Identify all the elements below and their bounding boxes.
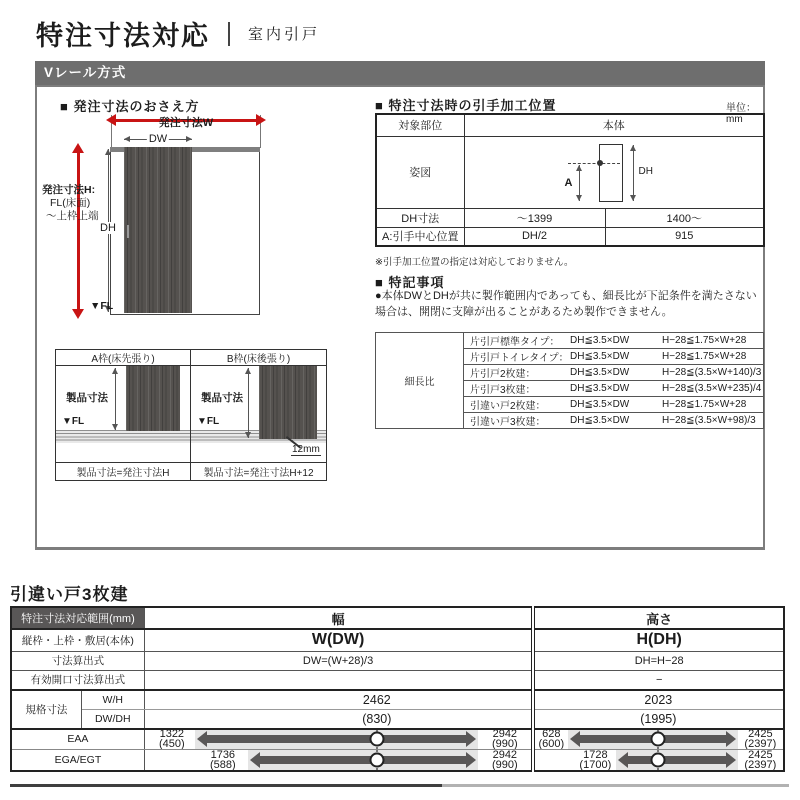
range-arrow	[259, 756, 467, 764]
frame-b-header: B枠(床後張り)	[191, 350, 327, 366]
door-panel-a	[126, 366, 180, 431]
wh-row-label: W/H	[81, 690, 144, 710]
door-type: 片引戸標準タイプ：	[470, 337, 560, 348]
product-dim-label-a: 製品寸法	[66, 392, 108, 404]
formula-row-label: 寸法算出式	[11, 651, 144, 670]
range-value: 628	[542, 728, 561, 741]
frame-row-label: 縦枠・上枠・敷居(本体)	[11, 629, 144, 651]
ega-h-min-label	[579, 750, 611, 770]
floor-hatch	[56, 430, 190, 443]
slenderness-table	[375, 332, 764, 429]
spec-section-title: 引違い戸3枚建	[10, 585, 129, 604]
handle-note: ※引手加工位置の指定は対応しておりません。	[375, 257, 574, 268]
frame-b-diagram	[191, 366, 327, 463]
formula-2: H−28≦(3.5×W+140)/3	[662, 367, 762, 378]
standard-size-marker	[369, 752, 384, 767]
range-value: 1728	[583, 749, 608, 761]
ega-h-max-label	[744, 750, 776, 770]
eaa-h-max-label	[744, 729, 776, 749]
ega-w-min-label	[210, 750, 236, 770]
fl-marker-b: ▼FL	[197, 416, 220, 427]
range-value: 2942	[492, 749, 518, 761]
page-title: 特注寸法対応	[36, 21, 210, 51]
order-dimension-diagram	[40, 110, 332, 338]
ega-row-label: EGA/EGT	[11, 750, 144, 771]
ega-w-max-label	[492, 750, 518, 770]
product-dim-line-b	[248, 368, 249, 438]
range-arrow	[627, 756, 727, 764]
dw-label: DW	[148, 133, 168, 145]
unit-label: 単位：mm	[726, 103, 756, 125]
handle-position-heading: ■ 特注寸法時の引手加工位置	[375, 98, 557, 113]
range-value-sub: (2397)	[744, 738, 777, 750]
spec-header-height: 高さ	[533, 607, 784, 629]
formula-2: H−28≦(3.5×W+98)/3	[662, 415, 756, 426]
row-dh-label: DH寸法	[376, 208, 464, 227]
slenderness-row	[464, 365, 764, 381]
dh-range-1: ～1399	[464, 208, 605, 227]
standard-wh-h: 2023	[644, 692, 673, 707]
range-value-sub: (990)	[491, 758, 518, 771]
standard-wh-w-cell	[144, 690, 533, 710]
page-header	[36, 14, 320, 53]
range-value-sub: (2397)	[744, 758, 777, 771]
center-val-2: 915	[605, 227, 764, 246]
standard-wh-w: 2462	[362, 692, 391, 707]
door-type: 片引戸トイレタイプ：	[470, 353, 569, 364]
eaa-row-label: EAA	[11, 729, 144, 750]
row-center-label: A:引手中心位置	[376, 227, 464, 246]
rail-type-bar: Vレール方式	[35, 61, 765, 85]
standard-row-label: 規格寸法	[11, 690, 81, 729]
ega-height-range	[533, 750, 784, 771]
range-value-sub: (588)	[209, 758, 236, 771]
figure-cell	[464, 136, 764, 208]
range-value: 1736	[210, 749, 236, 761]
col-target-part: 対象部位	[376, 114, 464, 136]
opening-h: −	[533, 670, 784, 690]
door-type: 引違い戸2枚建：	[470, 401, 546, 412]
door-panel	[124, 147, 192, 313]
handle-centerline	[568, 163, 620, 164]
formula-2: H−28≦(3.5×W+235)/4	[662, 383, 762, 394]
product-dim-label-b: 製品寸法	[201, 392, 243, 404]
opening-row-label: 有効開口寸法算出式	[11, 670, 144, 690]
frame-h-symbol: H(DH)	[533, 629, 784, 651]
dwdh-row-label: DW/DH	[81, 709, 144, 729]
standard-size-marker	[369, 732, 384, 747]
door-type: 片引戸2枚建：	[470, 369, 536, 380]
order-height-label-line3: ～上枠上端	[46, 210, 99, 222]
range-value: 2425	[748, 728, 773, 741]
range-value: 2425	[748, 749, 773, 761]
order-height-label-line1: 発注寸法H:	[42, 184, 96, 196]
order-method-heading: ■ 発注寸法のおさえ方	[60, 99, 200, 114]
figure-dh-label: DH	[638, 165, 653, 177]
frame-type-table	[55, 349, 327, 481]
eaa-w-min-label	[159, 729, 185, 749]
slenderness-row	[464, 397, 764, 413]
door-panel-b	[259, 366, 317, 439]
standard-dwdh-w-cell	[144, 709, 533, 729]
range-value-sub: (990)	[491, 738, 518, 750]
formula-1: DH≦3.5×DW	[570, 335, 630, 346]
fl-marker-a: ▼FL	[62, 416, 85, 427]
slenderness-header: 細長比	[376, 333, 464, 429]
slenderness-row	[464, 349, 764, 365]
standard-size-marker	[651, 752, 666, 767]
page-subtitle: 室内引戸	[248, 26, 321, 43]
row-figure-label: 姿図	[376, 136, 464, 208]
range-arrow	[206, 735, 467, 743]
figure-door-outline	[599, 144, 623, 202]
range-value: 1322	[159, 728, 185, 741]
order-width-label: 発注寸法W	[158, 117, 214, 129]
standard-dwdh-h: (1995)	[640, 711, 677, 726]
slenderness-row	[464, 381, 764, 397]
handle-center-dot	[597, 160, 603, 166]
figure-a-dim-line	[579, 165, 580, 201]
frame-a-diagram	[56, 366, 191, 463]
col-body: 本体	[464, 114, 764, 136]
formula-1: DH≦3.5×DW	[570, 351, 630, 362]
spec-header-range: 特注寸法対応範囲(mm)	[11, 607, 144, 629]
formula-1: DH≦3.5×DW	[570, 383, 630, 394]
standard-dwdh-w: (830)	[362, 711, 392, 726]
slenderness-row	[464, 333, 764, 349]
formula-2: H−28≦1.75×W+28	[662, 335, 747, 346]
order-height-label	[42, 184, 116, 223]
spec-header-width: 幅	[144, 607, 533, 629]
title-separator	[228, 22, 230, 46]
bottom-rule-dark	[10, 784, 442, 787]
eaa-w-max-label	[492, 729, 518, 749]
frame-w-symbol: W(DW)	[144, 629, 533, 651]
formula-2: H−28≦1.75×W+28	[662, 399, 747, 410]
formula-2: H−28≦1.75×W+28	[662, 351, 747, 362]
figure-dh-dim-line	[633, 145, 634, 201]
door-handle-groove	[127, 225, 129, 238]
dh-range-2: 1400～	[605, 208, 764, 227]
order-height-arrow	[77, 152, 80, 310]
range-value-sub: (1700)	[579, 758, 612, 771]
standard-dwdh-h-cell	[533, 709, 784, 729]
eaa-height-range	[533, 729, 784, 750]
formula-w: DW=(W+28)/3	[144, 651, 533, 670]
range-value: 2942	[492, 728, 518, 741]
range-value-sub: (450)	[158, 738, 185, 750]
range-value-sub: (600)	[538, 738, 565, 750]
special-notes-bullet: ●本体DWとDHが共に製作範囲内であっても、細長比が下記条件を満たさない場合は、開閉に支障が出ることがあるため製作できません。	[375, 290, 757, 318]
spec-table	[10, 606, 785, 772]
standard-size-marker	[651, 732, 666, 747]
offset-12mm-label: 12mm	[292, 444, 320, 455]
product-dim-line-a	[115, 368, 116, 430]
frame-b-caption: 製品寸法=発注寸法H+12	[191, 463, 327, 481]
eaa-width-range	[144, 729, 533, 750]
center-val-1: DH/2	[464, 227, 605, 246]
formula-1: DH≦3.5×DW	[570, 367, 630, 378]
figure-a-label: A	[564, 176, 573, 189]
dh-label: DH	[100, 222, 116, 234]
opening-w	[144, 670, 533, 690]
handle-position-table	[375, 113, 765, 247]
formula-1: DH≦3.5×DW	[570, 415, 630, 426]
order-height-label-line2: FL(床面)	[50, 197, 91, 209]
formula-h: DH=H−28	[533, 651, 784, 670]
special-notes-heading: ■ 特記事項	[375, 275, 445, 290]
ega-width-range	[144, 750, 533, 771]
door-type: 片引戸3枚建：	[470, 385, 536, 396]
formula-1: DH≦3.5×DW	[570, 399, 630, 410]
frame-a-header: A枠(床先張り)	[56, 350, 191, 366]
eaa-h-min-label	[538, 729, 564, 749]
fl-marker: ▼FL	[90, 300, 114, 312]
bottom-rule-light	[442, 784, 789, 787]
frame-a-caption: 製品寸法=発注寸法H	[56, 463, 191, 481]
door-type: 引違い戸3枚建：	[470, 417, 546, 428]
slenderness-row	[464, 413, 764, 429]
standard-wh-h-cell	[533, 690, 784, 710]
